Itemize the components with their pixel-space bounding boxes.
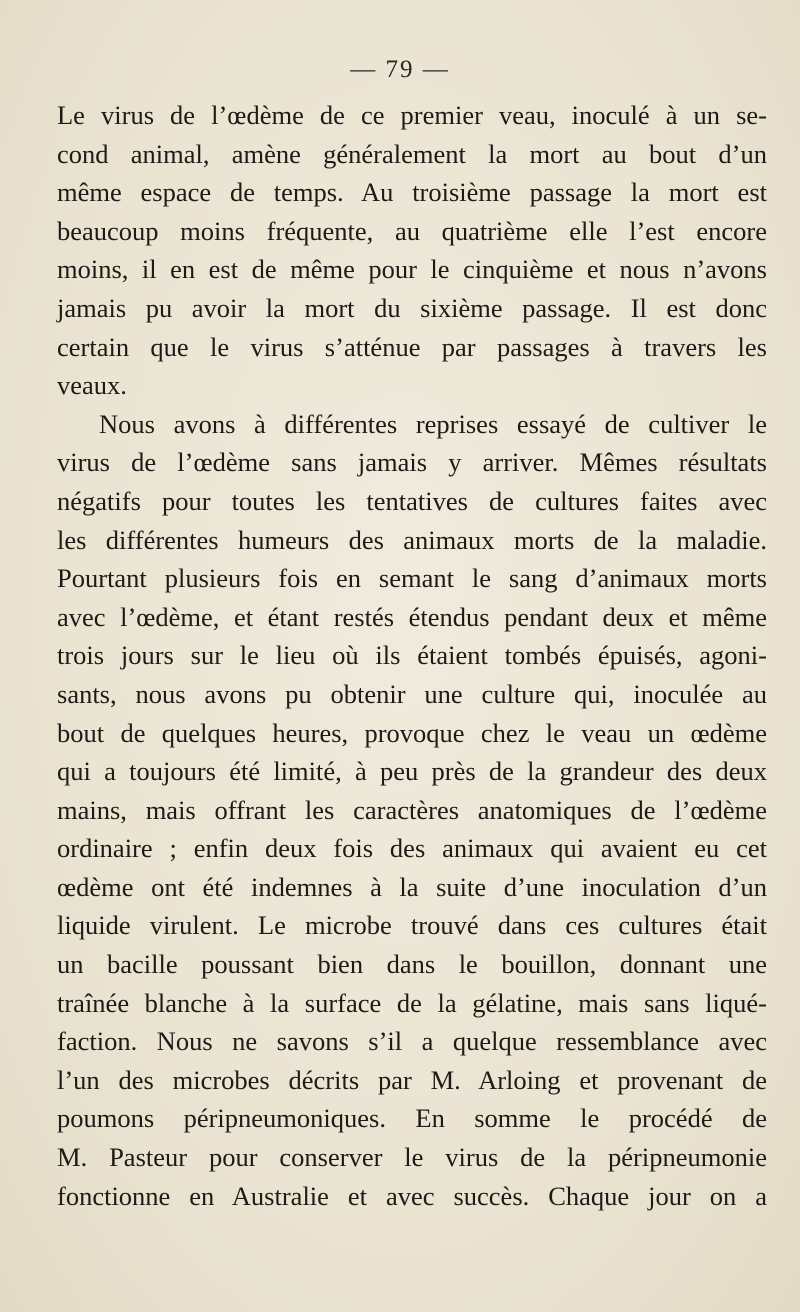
- body-text: [57, 96, 767, 1215]
- text-line: poumons péripneumoniques. En somme le procédé de: [57, 1103, 767, 1134]
- text-line: un bacille poussant bien dans le bouillon, donnant une: [57, 949, 767, 980]
- text-line: moins, il en est de même pour le cinquième et nous n’avons: [57, 254, 767, 285]
- text-line: œdème ont été indemnes à la suite d’une inoculation d’un: [57, 871, 767, 902]
- text-line: qui a toujours été limité, à peu près de la grandeur des deux: [57, 756, 767, 787]
- text-line: l’un des microbes décrits par M. Arloing et provenant de: [57, 1064, 767, 1095]
- text-line: M. Pasteur pour conserver le virus de la péripneumonie: [57, 1142, 767, 1173]
- text-line: ordinaire ; enfin deux fois des animaux qui avaient eu cet: [57, 833, 767, 864]
- text-line: beaucoup moins fréquente, au quatrième elle l’est encore: [57, 215, 767, 246]
- text-line: cond animal, amène généralement la mort au bout d’un: [57, 138, 767, 169]
- text-line: liquide virulent. Le microbe trouvé dans ces cultures était: [57, 910, 767, 941]
- text-line: virus de l’œdème sans jamais y arriver. Mêmes résultats: [57, 447, 767, 478]
- text-line: sants, nous avons pu obtenir une culture qui, inoculée au: [57, 678, 767, 709]
- text-line: avec l’œdème, et étant restés étendus pendant deux et même: [57, 601, 767, 632]
- text-line: les différentes humeurs des animaux morts de la maladie.: [57, 524, 767, 555]
- text-line: veaux.: [57, 370, 127, 401]
- text-line: certain que le virus s’atténue par passages à travers les: [57, 331, 767, 362]
- text-line: mains, mais offrant les caractères anatomiques de l’œdème: [57, 794, 767, 825]
- text-line: même espace de temps. Au troisième passage la mort est: [57, 177, 767, 208]
- text-line: négatifs pour toutes les tentatives de cultures faites avec: [57, 485, 767, 516]
- text-line: Le virus de l’œdème de ce premier veau, inoculé à un se-: [57, 100, 767, 130]
- text-line: faction. Nous ne savons s’il a quelque ressemblance avec: [57, 1026, 767, 1057]
- text-line: Pourtant plusieurs fois en semant le sang d’animaux morts: [57, 563, 767, 594]
- text-line: bout de quelques heures, provoque chez le veau un œdème: [57, 717, 767, 748]
- text-line: fonctionne en Australie et avec succès. Chaque jour on a: [57, 1180, 767, 1211]
- text-line: trois jours sur le lieu où ils étaient tombés épuisés, agoni-: [57, 640, 767, 671]
- text-line: jamais pu avoir la mort du sixième passage. Il est donc: [57, 292, 767, 323]
- page-number: — 79 —: [350, 56, 450, 83]
- text-line: Nous avons à différentes reprises essayé de cultiver le: [99, 408, 767, 439]
- text-line: traînée blanche à la surface de la gélatine, mais sans liqué-: [57, 987, 767, 1018]
